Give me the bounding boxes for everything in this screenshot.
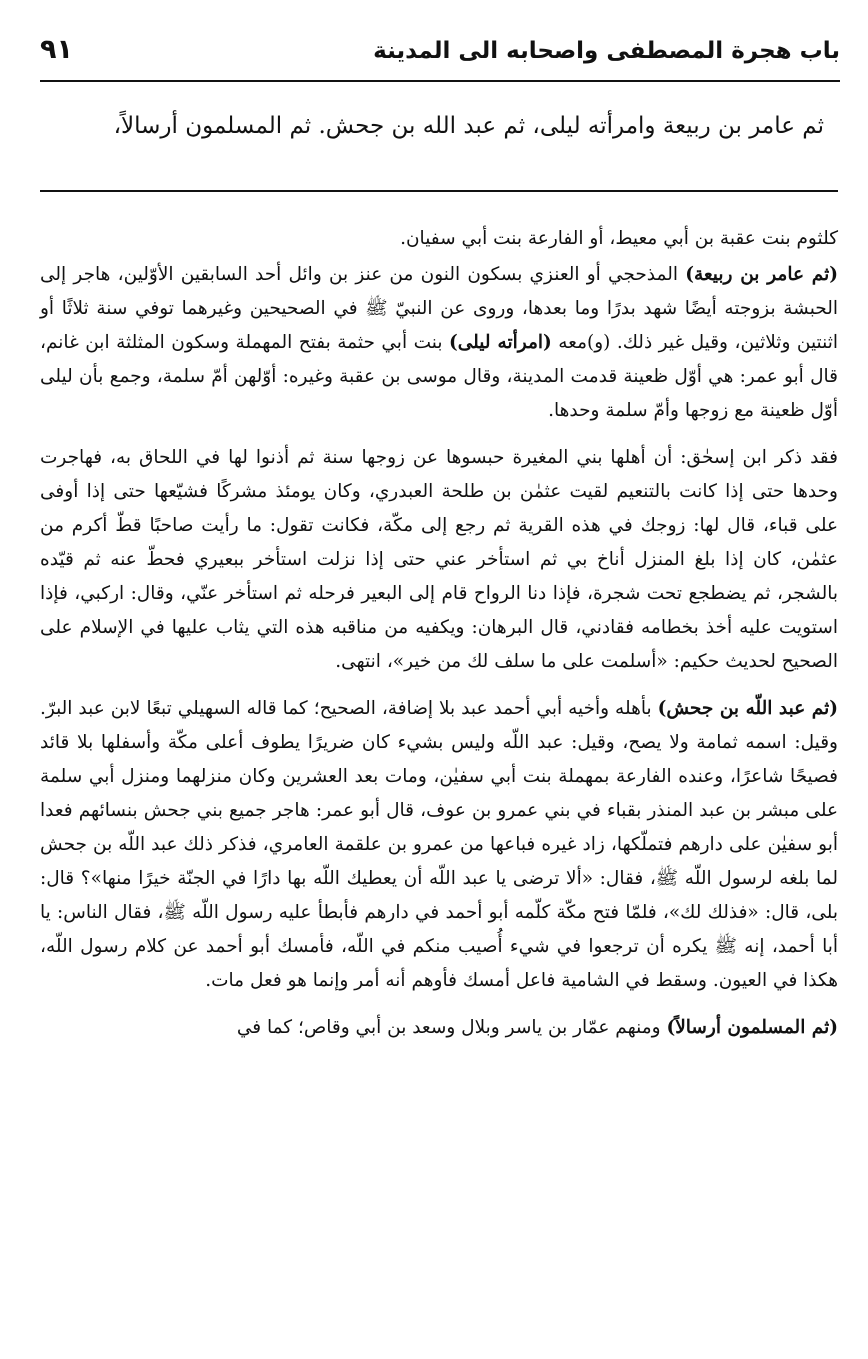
commentary-paragraph-4 — [40, 692, 838, 998]
page-number: ٩١ — [40, 34, 73, 65]
commentary-text: بنت أبي حثمة بفتح المهملة وسكون المثلثة ابن غانم، قال أبو عمر: هي أوّل ظعينة قدمت المدينة، وقال موسى بن عقبة وغيره: أوّلهن أمّ سلمة، وجمع بأن ليلى أوّل ظعينة مع زوجها وأمّ سلمة وحدها. — [40, 332, 838, 421]
page-header — [40, 34, 840, 74]
commentary-paragraph-3: فقد ذكر ابن إسحٰق: أن أهلها بني المغيرة حبسوها عن زوجها سنة ثم أذنوا لها في اللحاق به، فهاجرت وحدها حتى إذا كانت بالتنعيم لقيت عثمٰن بن طلحة العبدري، وكان يومئذ مشركًا فشيّعها حتى إذا أوفى على قباء، قال لها: زوجك في هذه القرية ثم رجع إلى مكّة، فكانت تقول: ما رأيت صاحبًا قطّ أكرم من عثمٰن، كان إذا بلغ المنزل أناخ بي ثم استأخر عني حتى إذا نزلت استأخر ببعيري فحطّ عنه ثم قيّده بالشجر، ثم يضطجع تحت شجرة، فإذا دنا الرواح قام إلى البعير فرحله ثم استأخر عنّي، وقال: اركبي، فإذا استويت عليه أخذ بخطامه فقادني، قال البرهان: ويكفيه من مناقبه هذه التي يثاب عليها في الإسلام على الصحيح لحديث حكيم: «أسلمت على ما سلف لك من خير»، انتهى. — [40, 447, 838, 672]
commentary-paragraph-1: كلثوم بنت عقبة بن أبي معيط، أو الفارعة بنت أبي سفيان. — [400, 228, 838, 249]
main-text-line: ثم عامر بن ربيعة وامرأته ليلى، ثم عبد الله بن جحش. ثم المسلمون أرسالاً، — [113, 113, 824, 139]
lemma-abdullah-bin-jahsh: (ثم عبد اللّه بن جحش) — [657, 698, 838, 719]
lemma-amir-bin-rabia: (ثم عامر بن ربيعة) — [685, 264, 838, 285]
lemma-imraatuhu-layla: (امرأته ليلى) — [448, 332, 552, 353]
commentary-separator — [40, 190, 838, 192]
commentary-text: المذحجي أو العنزي بسكون النون من عنز بن وائل أحد السابقين الأوّلين، هاجر إلى الحبشة بزوجته أيضًا شهد بدرًا وما بعدها، وروى عن النبيّ ﷺ في الصحيحين وغيرهما توفي سنة ثلاثًا أو اثنتين وثلاثين، وقيل غير ذلك. (و)معه — [40, 264, 838, 353]
chapter-title: باب هجرة المصطفى واصحابه الى المدينة — [373, 38, 840, 64]
commentary-paragraph-5 — [40, 1011, 838, 1045]
header-rule — [40, 80, 840, 82]
commentary-text: بأهله وأخيه أبي أحمد عبد بلا إضافة، الصحيح؛ كما قاله السهيلي تبعًا لابن عبد البرّ. وقيل: اسمه ثمامة ولا يصح، وقيل: عبد اللّه وليس بشيء كان ضريرًا يطوف أعلى مكّة وأسفلها بلا قائد فصيحًا شاعرًا، وعنده الفارعة بمهملة بنت أبي سفيٰن، ومات بعد العشرين وكان منزلهما ومنزل أبي سلمة على مبشر بن عبد المنذر بقباء في بني عمرو بن عوف، قال أبو عمر: هاجر جميع بني جحش بنسائهم فعدا أبو سفيٰن على دارهم فتملّكها، زاد غيره فباعها من عمرو بن علقمة العامري، فذكر ذلك عبد اللّه بن جحش لما بلغه لرسول اللّه ﷺ، فقال: «ألا ترضى يا عبد اللّه أن يعطيك اللّه بها دارًا في الجنّة خيرًا منها»؟ قال: بلى، قال: «فذلك لك»، فلمّا فتح مكّة كلّمه أبو أحمد في دارهم فأبطأ عليه رسول اللّه ﷺ، فقال الناس: يا أبا أحمد، إنه ﷺ يكره أن ترجعوا في شيء أُصيب منكم في اللّه، فأمسك أبو أحمد عن كلام رسول اللّه، هكذا في العيون. وسقط في الشامية فاعل أمسك فأوهم أنه أمر وإنما هو فعل مات. — [40, 698, 838, 991]
commentary-text: ومنهم عمّار بن ياسر وبلال وسعد بن أبي وقاص؛ كما في — [236, 1017, 667, 1038]
lemma-al-muslimun-arsalan: (ثم المسلمون أرسالاً) — [666, 1017, 838, 1038]
commentary-section — [40, 222, 838, 1058]
commentary-paragraph-2 — [40, 258, 838, 428]
